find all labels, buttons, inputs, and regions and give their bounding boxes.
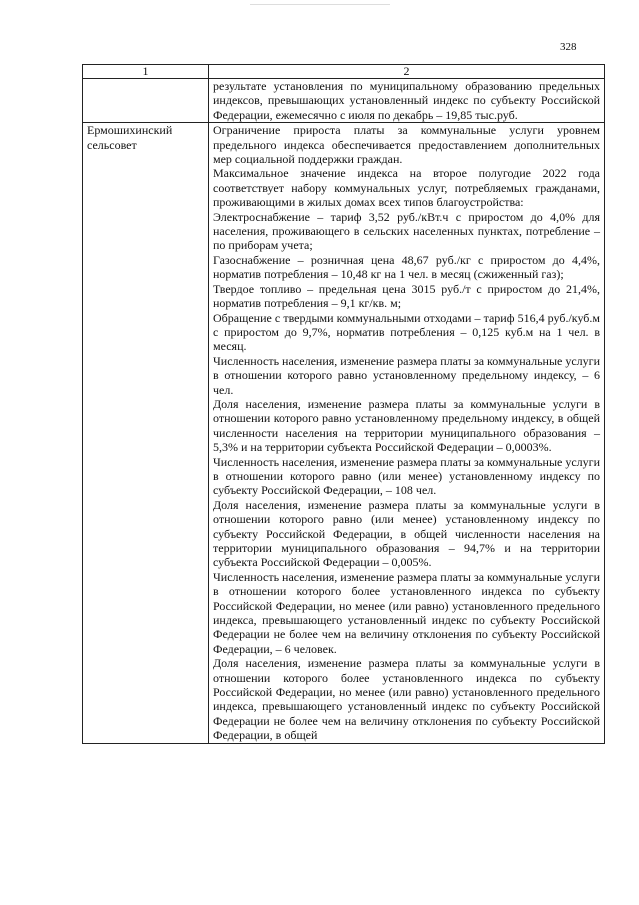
- paragraph-waste: Обращение с твердыми коммунальными отходами – тариф 516,4 руб./куб.м с приростом до 9,7%, норматив потребления – 0,125 куб.м на 1 чел. в месяц.: [213, 310, 600, 354]
- table-row-continuation: [83, 79, 605, 123]
- paragraph-share-less: Доля населения, изменение размера платы за коммунальные услуги в отношении которого равно (или менее) установленному индексу по субъекту Российской Федерации, в общей численности населения на территории муниципального образования – 94,7% и на территории субъекта Российской Федерации – 0,005%.: [213, 497, 600, 570]
- paragraph-solid-fuel: Твердое топливо – предельная цена 3015 руб./т с приростом до 21,4%, норматив потребления – 9,1 кг/кв. м;: [213, 281, 600, 311]
- paragraph-share-more: Доля населения, изменение размера платы за коммунальные услуги в отношении которого более установленного индекса по субъекту Российской Федерации, но менее (или равно) установленного предельного индекса, превышающего установленный индекс по субъекту Российской Федерации не более чем на величину отклонения по субъекту Российской Федерации, в общей: [213, 656, 600, 743]
- paragraph-max-index: Максимальное значение индекса на второе полугодие 2022 года соответствует набору коммунальных услуг, потребляемых гражданами, проживающими в жилых домах всех типов благоустройства:: [213, 166, 600, 210]
- paragraph-share-equal: Доля населения, изменение размера платы за коммунальные услуги в отношении которого равно установленному предельному индексу, в общей численности населения на территории муниципального образования – 5,3% и на территории субъекта Российской Федерации – 0,0003%.: [213, 396, 600, 455]
- page-number: 328: [560, 41, 577, 53]
- paragraph-electricity: Электроснабжение – тариф 3,52 руб./кВт.ч с приростом до 4,0% для населения, проживающего в сельских населенных пунктах, потребление – по приборам учета;: [213, 209, 600, 253]
- continuation-col1: [83, 79, 209, 123]
- column-1-header: 1: [83, 65, 209, 79]
- row-content: [209, 123, 605, 743]
- paragraph-gas: Газоснабжение – розничная цена 48,67 руб./кг с приростом до 4,4%, норматив потребления – 10,48 кг на 1 чел. в месяц (сжиженный газ);: [213, 252, 600, 282]
- table-header-row: [83, 65, 605, 79]
- continuation-text: [209, 79, 605, 123]
- document-table: [82, 64, 605, 744]
- column-2-header: 2: [209, 65, 605, 79]
- paragraph-population-less: Численность населения, изменение размера платы за коммунальные услуги в отношении которого равно (или менее) установленному индексу по субъекту Российской Федерации, – 108 чел.: [213, 454, 601, 498]
- continuation-paragraph: результате установления по муниципальному образованию предельных индексов, превышающих установленный индекс по субъекту Российской Федерации, ежемесячно с июля по декабрь – 19,85 тыс.руб.: [213, 79, 600, 122]
- scan-artifact: [250, 4, 390, 5]
- municipality-name: Ермошихинский сельсовет: [83, 123, 209, 743]
- paragraph-population-more: Численность населения, изменение размера платы за коммунальные услуги в отношении которого более установленного индекса по субъекту Российской Федерации, но менее (или равно) установленного предельного индекса, превышающего установленный индекс по субъекту Российской Федерации не более чем на величину отклонения по субъекту Российской Федерации, – 6 человек.: [213, 569, 601, 656]
- paragraph-population-equal: Численность населения, изменение размера платы за коммунальные услуги в отношении которого равно установленному предельному индексу, – 6 чел.: [213, 353, 601, 397]
- paragraph-limit: Ограничение прироста платы за коммунальные услуги уровнем предельного индекса обеспечивается предоставлением дополнительных мер социальной поддержки граждан.: [213, 123, 600, 167]
- table-row-ermoshikhinsky: [83, 123, 605, 743]
